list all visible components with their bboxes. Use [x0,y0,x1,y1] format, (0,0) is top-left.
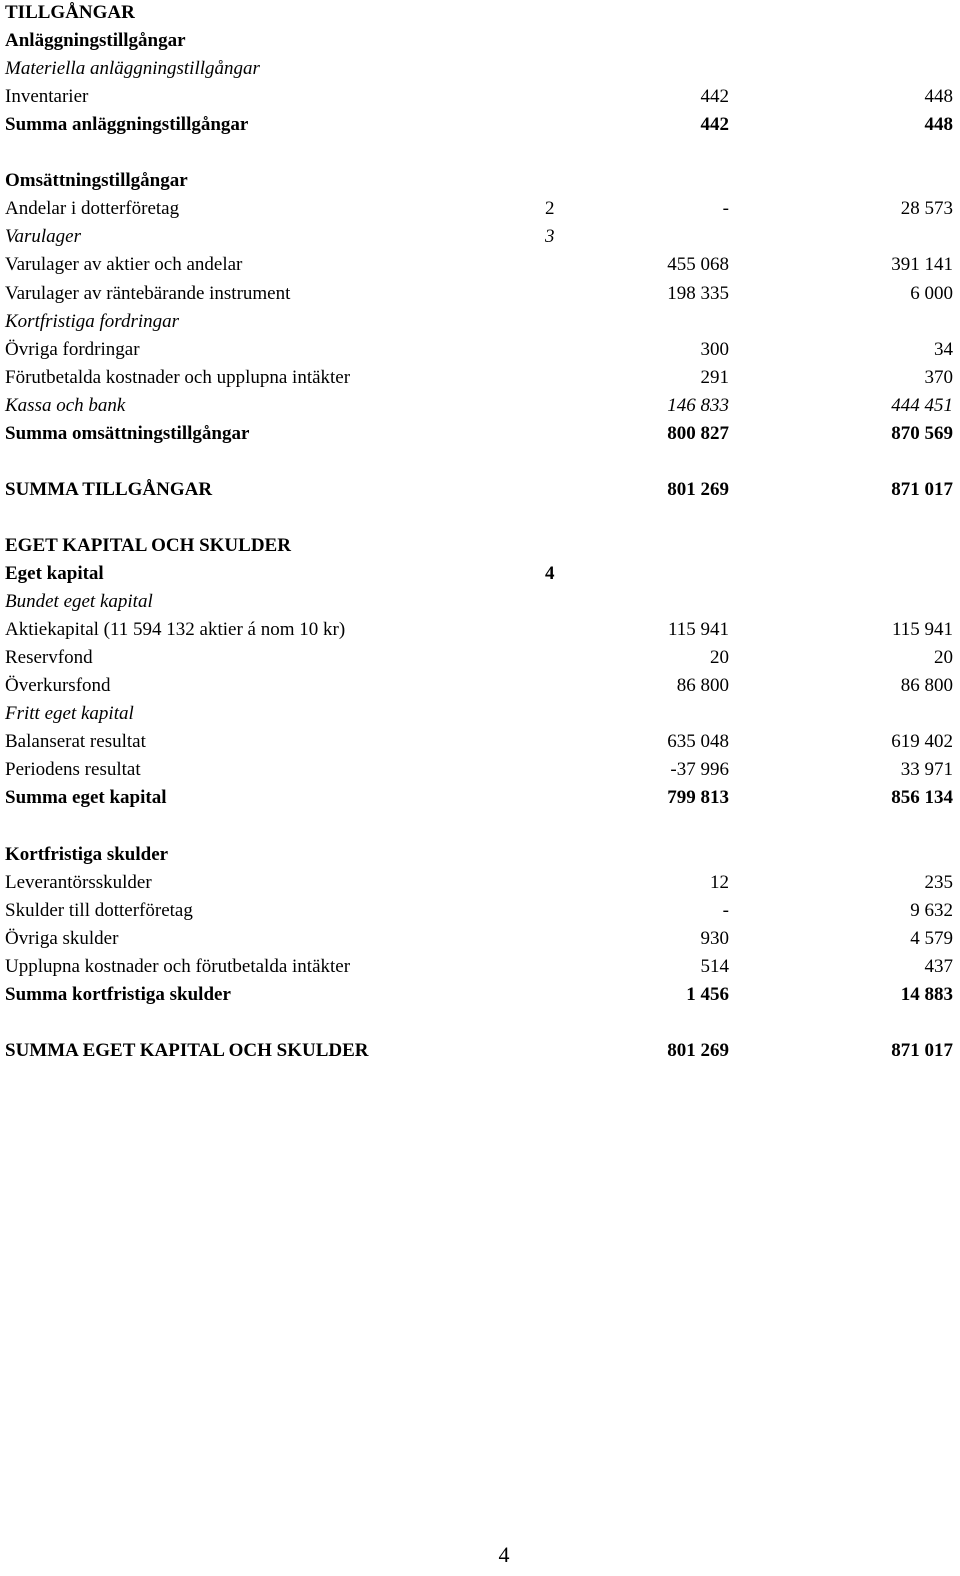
previous-period-value: 448 [924,86,953,108]
statement-row [0,223,960,251]
row-label: Skulder till dotterföretag [5,899,193,921]
statement-row [0,111,960,139]
statement-row [0,588,960,616]
row-label: Periodens resultat [5,759,141,781]
previous-period-value: 391 141 [891,254,953,276]
previous-period-value: 6 000 [910,282,953,304]
statement-row [0,476,960,504]
previous-period-value: 4 579 [910,927,953,949]
current-period-value: 455 068 [667,254,729,276]
previous-period-value: 871 017 [891,1039,953,1061]
spacer-row [0,504,960,532]
statement-row [0,953,960,981]
row-label: Summa eget kapital [5,787,167,809]
current-period-value: - [722,899,729,921]
row-label: Övriga fordringar [5,338,140,360]
statement-row [0,308,960,336]
statement-row [0,1037,960,1065]
spacer-row [0,139,960,167]
current-period-value: -37 996 [670,759,729,781]
previous-period-value: 437 [924,955,953,977]
previous-period-value: 115 941 [891,619,953,641]
note-number: 4 [545,563,555,584]
row-label: Kortfristiga skulder [5,843,169,865]
row-label: Bundet eget kapital [5,591,153,613]
statement-row [0,27,960,55]
row-label: Reservfond [5,647,93,669]
current-period-value: 20 [710,647,729,669]
statement-row [0,728,960,756]
current-period-value: 514 [700,955,729,977]
row-label: Kassa och bank [5,394,126,416]
row-label: Kortfristiga fordringar [5,310,180,332]
previous-period-value: 34 [934,338,953,360]
spacer-row [0,1009,960,1037]
previous-period-value: 235 [924,871,953,893]
statement-row [0,167,960,195]
current-period-value: 115 941 [667,619,729,641]
row-label: Förutbetalda kostnader och upplupna intäkter [5,366,351,388]
note-number: 2 [545,198,555,220]
previous-period-value: 20 [934,647,953,669]
statement-row [0,195,960,223]
row-label: Andelar i dotterföretag [5,198,180,220]
current-period-value: 801 269 [667,1039,729,1061]
current-period-value: 442 [700,114,729,136]
statement-row [0,55,960,83]
row-label: Överkursfond [5,675,111,697]
current-period-value: 800 827 [667,422,729,444]
previous-period-value: 33 971 [900,759,953,781]
statement-row [0,925,960,953]
previous-period-value: 870 569 [891,422,953,444]
row-label: Varulager av aktier och andelar [5,254,243,276]
row-label: Upplupna kostnader och förutbetalda intäkter [5,955,351,977]
row-label: Balanserat resultat [5,731,146,753]
row-label: Summa anläggningstillgångar [5,114,249,136]
statement-row [0,251,960,279]
row-label: Aktiekapital (11 594 132 aktier á nom 10 kr) [5,619,346,641]
row-label: Varulager [5,226,81,248]
statement-row [0,672,960,700]
current-period-value: 300 [700,338,729,360]
current-period-value: 291 [700,366,729,388]
current-period-value: 635 048 [667,731,729,753]
previous-period-value: 86 800 [900,675,953,697]
previous-period-value: 856 134 [891,787,953,809]
current-period-value: 146 833 [667,394,729,416]
current-period-value: 799 813 [667,787,729,809]
current-period-value: 198 335 [667,282,729,304]
previous-period-value: 619 402 [891,731,953,753]
statement-row [0,392,960,420]
statement-row [0,616,960,644]
statement-row [0,83,960,111]
row-label: Summa kortfristiga skulder [5,983,231,1005]
row-label: Anläggningstillgångar [5,30,186,52]
previous-period-value: 444 451 [891,394,953,416]
current-period-value: 930 [700,927,729,949]
statement-row [0,756,960,784]
previous-period-value: 448 [924,114,953,136]
statement-row [0,897,960,925]
previous-period-value: 28 573 [900,198,953,220]
statement-row [0,364,960,392]
previous-period-value: 9 632 [910,899,953,921]
statement-row [0,869,960,897]
current-period-value: 801 269 [667,478,729,500]
statement-row [0,841,960,869]
note-number: 3 [545,226,555,248]
row-label: Varulager av räntebärande instrument [5,282,291,304]
row-label: Övriga skulder [5,927,119,949]
row-label: Inventarier [5,86,89,108]
current-period-value: 86 800 [676,675,729,697]
row-label: Summa omsättningstillgångar [5,422,250,444]
row-label: Materiella anläggningstillgångar [5,58,260,80]
row-label: SUMMA TILLGÅNGAR [5,478,213,500]
statement-row [0,420,960,448]
row-label: Fritt eget kapital [5,703,134,725]
row-label: EGET KAPITAL OCH SKULDER [5,534,291,556]
spacer-row [0,812,960,840]
statement-row [0,700,960,728]
statement-row [0,336,960,364]
current-period-value: 1 456 [686,983,729,1005]
statement-row [0,644,960,672]
row-label: TILLGÅNGAR [5,2,135,23]
statement-row [0,532,960,560]
statement-row [0,560,960,588]
previous-period-value: 370 [924,366,953,388]
page-number: 4 [498,1542,510,1567]
row-label: Eget kapital [5,563,104,584]
statement-row [0,784,960,812]
previous-period-value: 14 883 [900,983,953,1005]
spacer-row [0,448,960,476]
current-period-value: 442 [700,86,729,108]
current-period-value: 12 [710,871,729,893]
row-label: SUMMA EGET KAPITAL OCH SKULDER [5,1039,369,1061]
current-period-value: - [722,198,729,220]
row-label: Leverantörsskulder [5,871,152,893]
row-label: Omsättningstillgångar [5,170,188,192]
statement-row [0,981,960,1009]
statement-row [0,0,960,27]
statement-row [0,280,960,308]
previous-period-value: 871 017 [891,478,953,500]
